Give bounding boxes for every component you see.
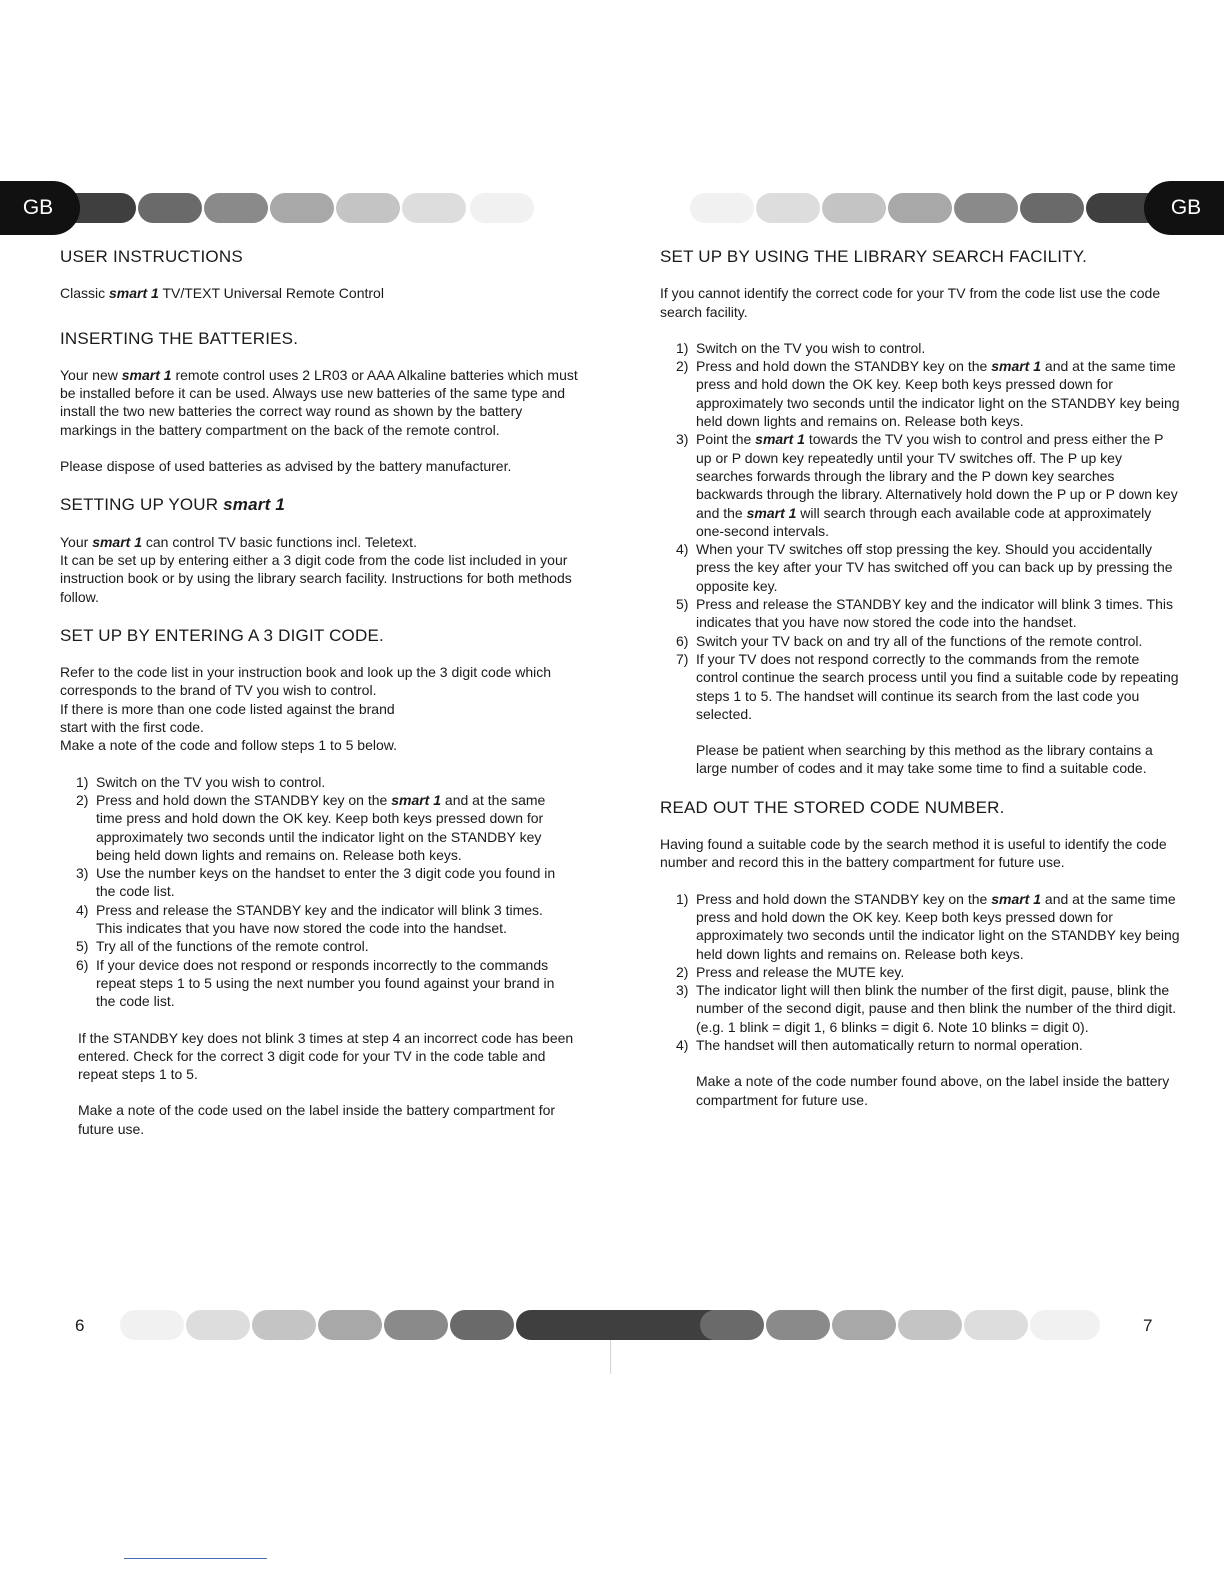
code-heading: SET UP BY ENTERING A 3 DIGIT CODE. — [60, 625, 384, 645]
code-intro-line: start with the first code. — [60, 719, 204, 736]
product-subtitle: Classic smart 1 TV/TEXT Universal Remote Control — [60, 285, 384, 302]
setup-line: Your smart 1 can control TV basic functions incl. Teletext. — [60, 533, 417, 550]
code-steps-list — [60, 773, 572, 1011]
readout-heading: READ OUT THE STORED CODE NUMBER. — [660, 797, 1005, 817]
list-item: 1) Switch on the TV you wish to control. — [76, 773, 326, 790]
list-item: 4) The handset will then automatically return to normal operation. — [676, 1036, 1083, 1053]
disposal-paragraph: Please dispose of used batteries as advised by the battery manufacturer. — [60, 458, 512, 475]
language-tab-right: GB — [1144, 181, 1224, 235]
list-item: 2) Press and release the MUTE key. — [676, 963, 905, 980]
code-intro-line: If there is more than one code listed against the brand — [60, 700, 395, 717]
page-number-left: 6 — [75, 1316, 85, 1335]
page-fold — [610, 1340, 611, 1374]
list-item: 1) Press and hold down the STANDBY key on the smart 1 and at the same time press and hold down the OK key. Keep both keys pressed down for approximately two seconds until the indicator light on the STANDBY key being held down lights and remains on. Release both keys. — [676, 890, 1180, 962]
list-item: 3) The indicator light will then blink the number of the first digit, pause, blink the number of the second digit, pause and then blink the number of the third digit. (e.g. 1 blink = digit 1, 6 blinks = digit 6. Note 10 blinks = digit 0). — [676, 982, 1177, 1035]
library-heading: SET UP BY USING THE LIBRARY SEARCH FACILITY. — [660, 247, 1088, 266]
list-item: 7) If your TV does not respond correctly to the commands from the remote control continue the search process until you find a suitable code by repeating steps 1 to 5. The handset will continue its search from the last code you selected. — [676, 650, 1179, 722]
header-band-left — [0, 193, 540, 223]
readout-steps-list — [660, 890, 1180, 1055]
library-steps-list — [660, 339, 1180, 723]
library-intro: If you cannot identify the correct code for your TV from the code list use the code search facility. — [660, 285, 1161, 320]
list-item: 1) Switch on the TV you wish to control. — [676, 339, 926, 356]
code-intro-line: Refer to the code list in your instruction book and look up the 3 digit code which corresponds to the brand of TV you wish to control. — [60, 664, 552, 699]
setup-paragraph: It can be set up by entering either a 3 digit code from the code list included in your instruction book or by using the library search facility. Instructions for both methods follow. — [60, 551, 572, 605]
footer-band — [120, 1310, 1110, 1340]
list-item: 3) Use the number keys on the handset to enter the 3 digit code you found in the code list. — [76, 865, 556, 900]
batteries-paragraph: Your new smart 1 remote control uses 2 LR03 or AAA Alkaline batteries which must be installed before it can be used. Always use new batteries of the same type and install the two new batteries the correct way round as shown by the battery markings in the battery compartment on the back of the remote control. — [60, 366, 578, 438]
footer-rule — [124, 1558, 267, 1559]
list-item: 5) Try all of the functions of the remote control. — [76, 938, 369, 955]
batteries-heading: INSERTING THE BATTERIES. — [60, 328, 299, 348]
list-item: 6) Switch your TV back on and try all of the functions of the remote control. — [676, 632, 1143, 649]
list-item: 6) If your device does not respond or responds incorrectly to the commands repeat steps 1 to 5 using the next number you found against your brand in the code list. — [76, 956, 555, 1010]
code-note: If the STANDBY key does not blink 3 times at step 4 an incorrect code has been entered. Check for the correct 3 digit code for your TV in the code table and repeat steps 1 to 5. — [78, 1029, 574, 1083]
list-item: 2) Press and hold down the STANDBY key on the smart 1 and at the same time press and hold down the OK key. Keep both keys pressed down for approximately two seconds until the indicator light on the STANDBY key being held down lights and remains on. Release both keys. — [676, 358, 1180, 430]
readout-intro: Having found a suitable code by the search method it is useful to identify the code number and record this in the battery compartment for future use. — [660, 836, 1167, 871]
readout-note: Make a note of the code number found above, on the label inside the battery compartment for future use. — [696, 1073, 1170, 1108]
page-number-right: 7 — [1143, 1316, 1153, 1335]
right-page-column — [660, 248, 1180, 1109]
list-item: 4) Press and release the STANDBY key and the indicator will blink 3 times. This indicates that you have now stored the code into the handset. — [76, 901, 543, 937]
code-note: Make a note of the code used on the label inside the battery compartment for future use. — [78, 1102, 556, 1137]
setup-heading: SETTING UP YOUR smart 1 — [60, 495, 286, 515]
page-title: USER INSTRUCTIONS — [60, 247, 243, 266]
list-item: 5) Press and release the STANDBY key and the indicator will blink 3 times. This indicates that you have now stored the code into the handset. — [676, 596, 1173, 631]
code-intro — [60, 663, 580, 754]
language-tab-left: GB — [0, 181, 80, 235]
left-page-column — [60, 248, 580, 1138]
list-item: 4) When your TV switches off stop pressing the key. Should you accidentally press the key after your TV has switched off you can back up by pressing the opposite key. — [676, 541, 1173, 594]
list-item: 2) Press and hold down the STANDBY key on the smart 1 and at the same time press and hold down the OK key. Keep both keys pressed down for approximately two seconds until the indicator light on the STANDBY key being held down lights and remains on. Release both keys. — [76, 791, 546, 863]
code-intro-line: Make a note of the code and follow steps 1 to 5 below. — [60, 737, 397, 754]
library-note: Please be patient when searching by this method as the library contains a large number of codes and it may take some time to find a suitable code. — [696, 742, 1153, 777]
list-item: 3) Point the smart 1 towards the TV you wish to control and press either the P up or P down key repeatedly until your TV switches off. The P up key searches forwards through the library and the P down key searches backwards through the library. Alternatively hold down the P up or P down key and the smart 1 will search through each available code at approximately one-second intervals. — [676, 431, 1178, 539]
